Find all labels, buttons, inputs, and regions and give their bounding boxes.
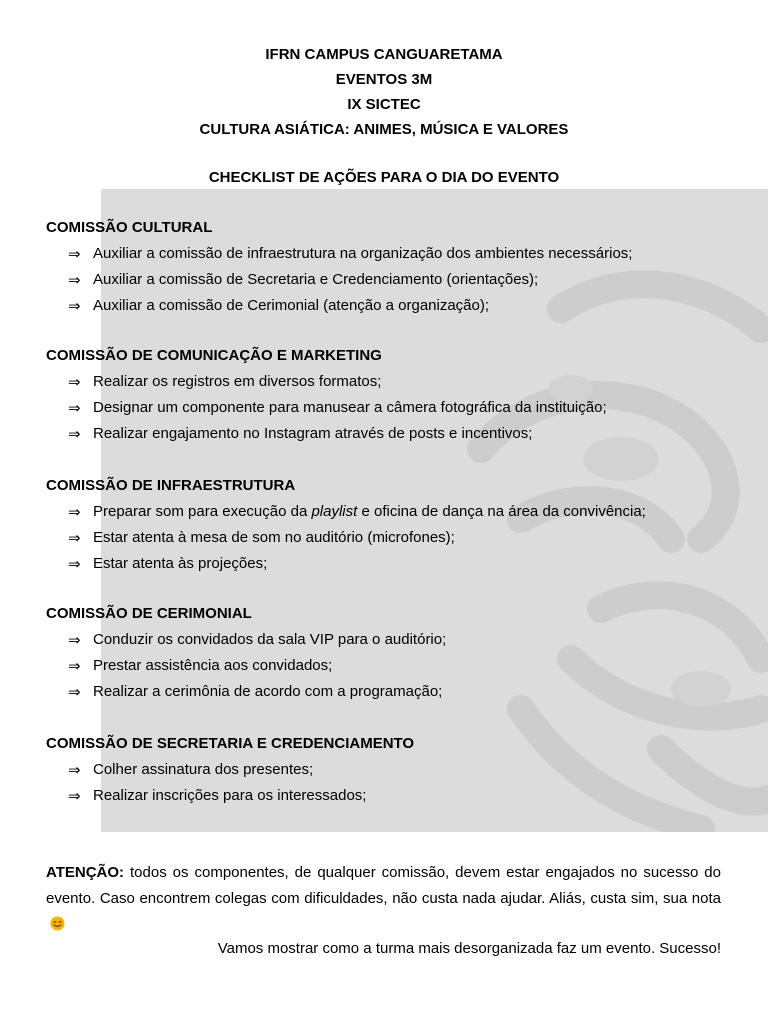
event-series-title: EVENTOS 3M: [335, 71, 433, 88]
list-item: [46, 295, 632, 321]
smiley-face-icon: [50, 916, 65, 931]
section-title: COMISSÃO DE CERIMONIAL: [46, 605, 252, 622]
institution-title: IFRN CAMPUS CANGUARETAMA: [265, 46, 503, 63]
attention-label: ATENÇÃO:: [46, 864, 125, 881]
arrow-right-icon: ⇒: [68, 555, 81, 573]
arrow-right-icon: ⇒: [68, 271, 81, 289]
list-item: [46, 371, 607, 397]
list-item: [46, 553, 646, 579]
section-title: COMISSÃO DE COMUNICAÇÃO E MARKETING: [46, 347, 382, 364]
list-item-text: Realizar a cerimônia de acordo com a programação;: [93, 683, 443, 700]
list-item-text: Prestar assistência aos convidados;: [93, 657, 333, 674]
event-edition-title: IX SICTEC: [347, 96, 421, 113]
arrow-right-icon: ⇒: [68, 503, 81, 521]
attention-notice: [46, 860, 721, 938]
arrow-right-icon: ⇒: [68, 657, 81, 675]
list-item-text: Colher assinatura dos presentes;: [93, 761, 314, 778]
list-item-text: Realizar os registros em diversos formatos;: [93, 373, 382, 390]
list-item: [46, 527, 646, 553]
section-title: COMISSÃO DE INFRAESTRUTURA: [46, 477, 296, 494]
list-item-text: Designar um componente para manusear a câmera fotográfica da instituição;: [93, 399, 607, 416]
arrow-right-icon: ⇒: [68, 399, 81, 417]
list-item: [46, 655, 446, 681]
section-infrastructure: [46, 475, 646, 579]
list-item-text: Auxiliar a comissão de infraestrutura na organização dos ambientes necessários;: [93, 245, 633, 262]
list-item-text: Auxiliar a comissão de Secretaria e Credenciamento (orientações);: [93, 271, 539, 288]
list-item: [46, 269, 632, 295]
arrow-right-icon: ⇒: [68, 529, 81, 547]
section-secretariat-accreditation: [46, 733, 414, 811]
list-item-text: Realizar engajamento no Instagram através de posts e incentivos;: [93, 425, 533, 442]
attention-text: todos os componentes, de qualquer comissão, devem estar engajados no sucesso do evento. Caso encontrem colegas com dificuldades, não custa nada ajudar. Aliás, custa sim, sua nota: [46, 864, 721, 907]
section-title: COMISSÃO DE SECRETARIA E CREDENCIAMENTO: [46, 735, 415, 752]
section-title: COMISSÃO CULTURAL: [46, 219, 213, 236]
section-ceremonial: [46, 603, 446, 707]
arrow-right-icon: ⇒: [68, 373, 81, 391]
document-header: [0, 42, 768, 142]
list-item: [46, 397, 607, 423]
list-item: [46, 681, 446, 707]
arrow-right-icon: ⇒: [68, 683, 81, 701]
list-item: [46, 423, 607, 449]
arrow-right-icon: ⇒: [68, 425, 81, 443]
italic-term: playlist: [311, 503, 358, 520]
arrow-right-icon: ⇒: [68, 787, 81, 805]
list-item-text: Realizar inscrições para os interessados;: [93, 787, 367, 804]
list-item: [46, 759, 414, 785]
list-item: [46, 629, 446, 655]
list-item: [46, 501, 646, 527]
arrow-right-icon: ⇒: [68, 761, 81, 779]
checklist-title: CHECKLIST DE AÇÕES PARA O DIA DO EVENTO: [208, 169, 560, 186]
section-cultural: [46, 217, 632, 321]
list-item: [46, 785, 414, 811]
list-item: [46, 243, 632, 269]
section-communication-marketing: [46, 345, 607, 449]
list-item-text: Estar atenta às projeções;: [93, 555, 268, 572]
list-item-text: Preparar som para execução da playlist e oficina de dança na área da convivência;: [93, 503, 646, 520]
arrow-right-icon: ⇒: [68, 631, 81, 649]
arrow-right-icon: ⇒: [68, 297, 81, 315]
list-item-text: Estar atenta à mesa de som no auditório (microfones);: [93, 529, 455, 546]
event-theme-title: CULTURA ASIÁTICA: ANIMES, MÚSICA E VALORES: [199, 121, 569, 138]
list-item-text: Auxiliar a comissão de Cerimonial (atenção a organização);: [93, 297, 490, 314]
arrow-right-icon: ⇒: [68, 245, 81, 263]
list-item-text: Conduzir os convidados da sala VIP para o auditório;: [93, 631, 447, 648]
closing-message: Vamos mostrar como a turma mais desorganizada faz um evento. Sucesso!: [217, 940, 721, 957]
